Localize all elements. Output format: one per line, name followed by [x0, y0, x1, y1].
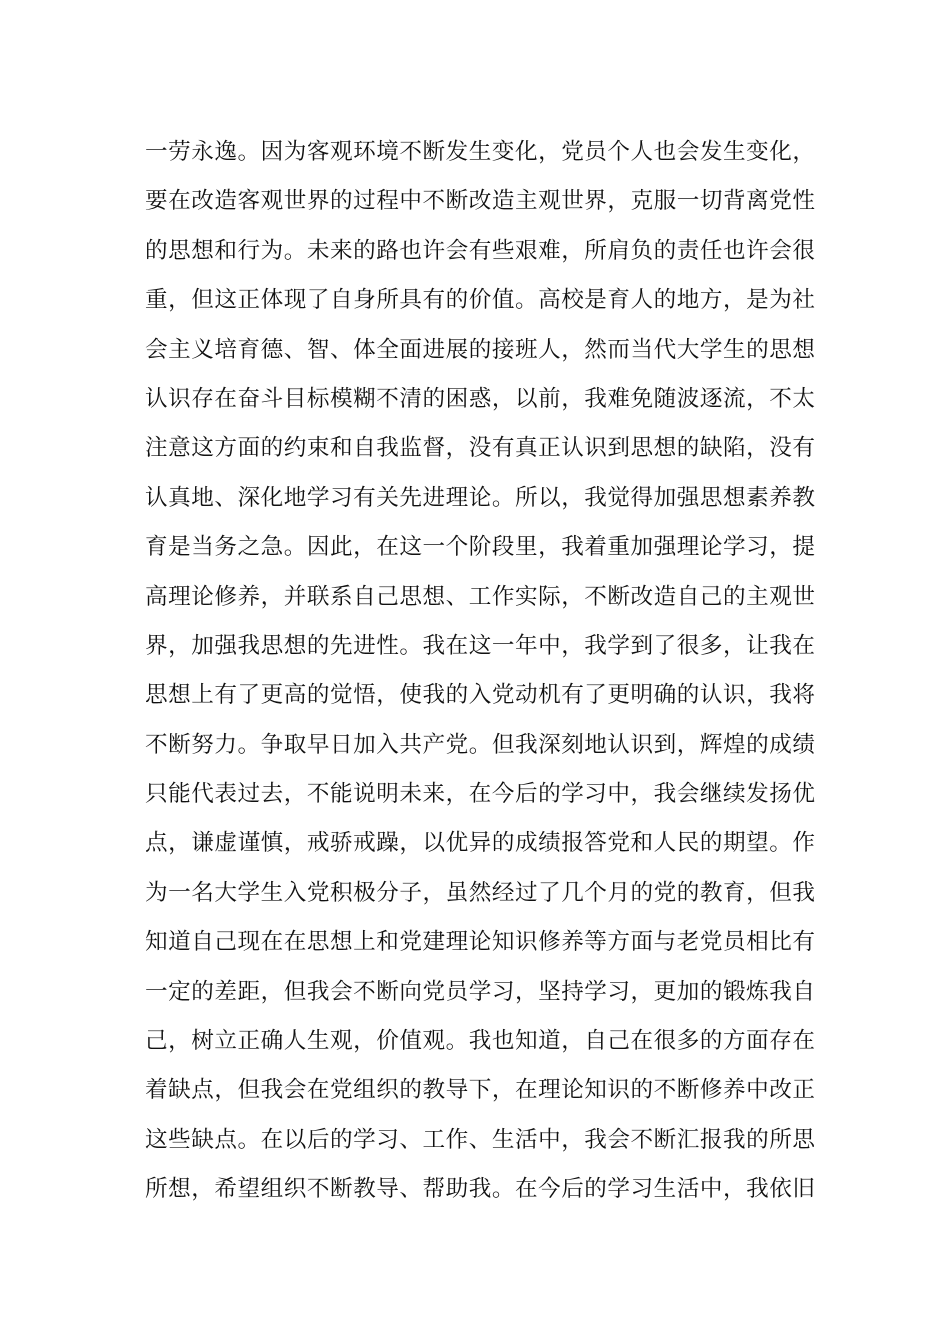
text-line: 注意这方面的约束和自我监督，没有真正认识到思想的缺陷，没有 — [145, 435, 815, 462]
text-line: 会主义培育德、智、体全面进展的接班人，然而当代大学生的思想 — [145, 336, 815, 363]
text-line: 育是当务之急。因此，在这一个阶段里，我着重加强理论学习，提 — [145, 534, 815, 561]
text-line: 认真地、深化地学习有关先进理论。所以，我觉得加强思想素养教 — [145, 484, 815, 511]
text-line: 这些缺点。在以后的学习、工作、生活中，我会不断汇报我的所思 — [145, 1126, 815, 1153]
text-line: 一劳永逸。因为客观环境不断发生变化，党员个人也会发生变化， — [145, 139, 815, 165]
text-line: 为一名大学生入党积极分子，虽然经过了几个月的党的教育，但我 — [145, 879, 815, 906]
text-line: 思想上有了更高的觉悟，使我的入党动机有了更明确的认识，我将 — [145, 682, 815, 709]
text-line: 要在改造客观世界的过程中不断改造主观世界，克服一切背离党性 — [145, 188, 815, 215]
text-line: 只能代表过去，不能说明未来，在今后的学习中，我会继续发扬优 — [145, 781, 815, 808]
body-text — [145, 128, 815, 1215]
text-line: 一定的差距，但我会不断向党员学习，坚持学习，更加的锻炼我自 — [145, 978, 815, 1005]
text-line: 界，加强我思想的先进性。我在这一年中，我学到了很多，让我在 — [145, 632, 815, 659]
text-line: 重，但这正体现了自身所具有的价值。高校是育人的地方，是为社 — [145, 287, 815, 314]
text-line: 不断努力。争取早日加入共产党。但我深刻地认识到，辉煌的成绩 — [145, 731, 815, 758]
text-line: 认识存在奋斗目标模糊不清的困惑，以前，我难免随波逐流，不太 — [145, 385, 815, 412]
text-line: 的思想和行为。未来的路也许会有些艰难，所肩负的责任也许会很 — [145, 237, 815, 264]
text-line: 己，树立正确人生观，价值观。我也知道，自己在很多的方面存在 — [145, 1028, 815, 1055]
text-line: 点，谦虚谨慎，戒骄戒躁，以优异的成绩报答党和人民的期望。作 — [145, 830, 815, 857]
text-line: 高理论修养，并联系自己思想、工作实际，不断改造自己的主观世 — [145, 583, 815, 610]
text-line: 所想，希望组织不断教导、帮助我。在今后的学习生活中，我依旧 — [145, 1176, 815, 1203]
text-line: 知道自己现在在思想上和党建理论知识修养等方面与老党员相比有 — [145, 929, 815, 956]
text-line: 着缺点，但我会在党组织的教导下，在理论知识的不断修养中改正 — [145, 1077, 815, 1104]
